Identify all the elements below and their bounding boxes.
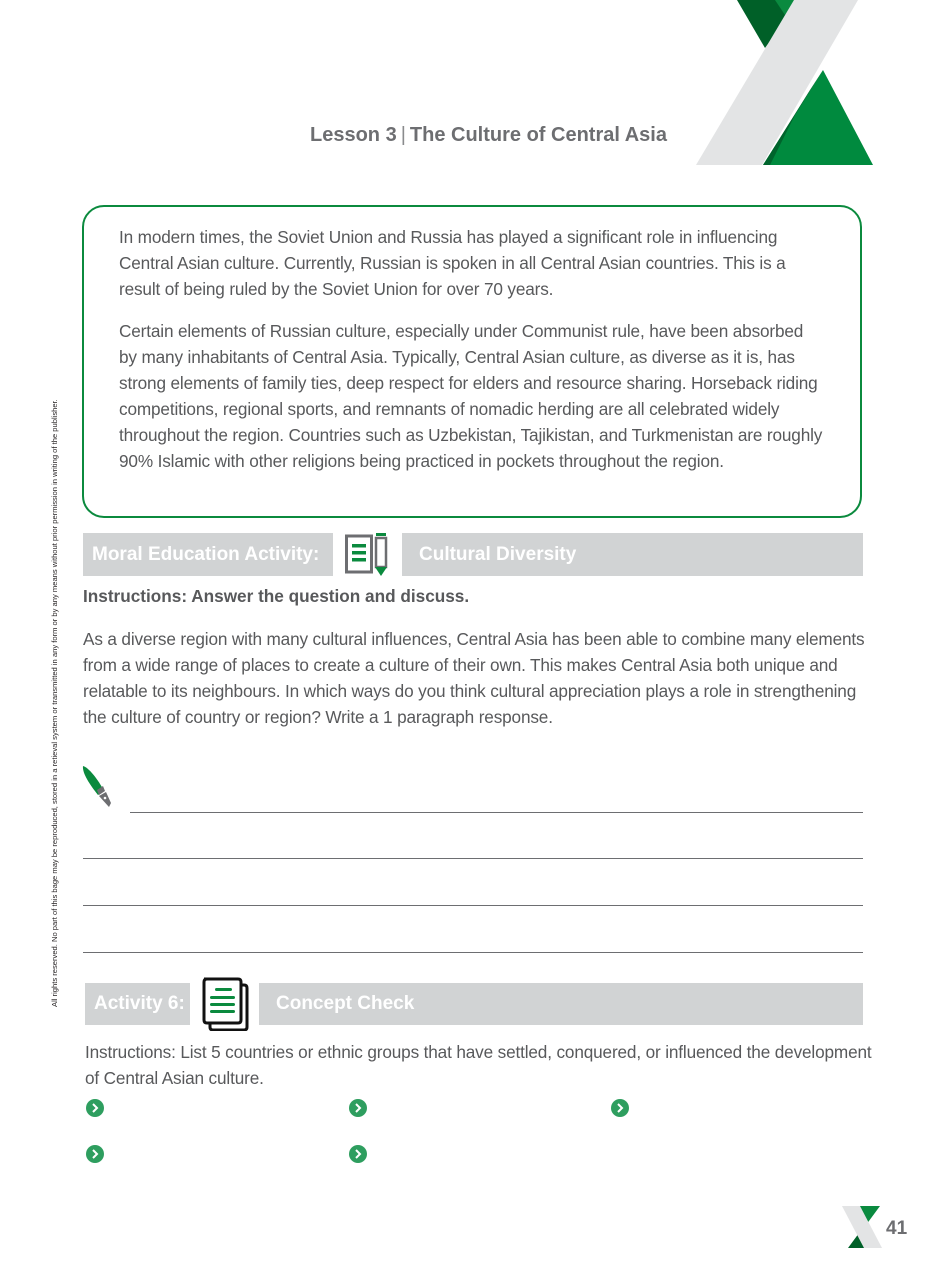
moral-activity-header: [83, 533, 863, 576]
moral-question: As a diverse region with many cultural influences, Central Asia has been able to combine many elements from a wide range of places to create a culture of their own. This makes Central Asia both unique and relatable to its neighbours. In which ways do you think cultural appreciation plays a role in strengthening the culture of country or region? Write a 1 paragraph response.: [83, 629, 865, 727]
chevron-bullet-icon: [611, 1099, 629, 1117]
answer-line-1[interactable]: [130, 812, 863, 813]
answer-line-2[interactable]: [83, 858, 863, 859]
footer-logo-icon: [840, 1203, 886, 1251]
chevron-bullet-icon: [86, 1099, 104, 1117]
moral-activity-label: Moral Education Activity:: [83, 533, 333, 576]
activity-6-title: Concept Check: [259, 983, 863, 1025]
lesson-title: [310, 124, 667, 147]
activity-6-header: [85, 983, 863, 1025]
page-number: 41: [886, 1218, 908, 1239]
brand-logo-icon: [690, 0, 890, 170]
answer-line-4[interactable]: [83, 952, 863, 953]
notebook-pencil-icon: [345, 533, 391, 577]
chevron-bullet-icon: [86, 1145, 104, 1163]
copyright-note: All rights reserved. No part of this bage may be reproduced, stored in a retieval system or transmitted in any form or by any means without prior permission in writing of the publisher.: [50, 399, 59, 1007]
lesson-name: The Culture of Central Asia: [409, 124, 667, 146]
reading-paragraph-1: In modern times, the Soviet Union and Russia has played a significant role in influencing Central Asian culture. Currently, Russian is spoken in all Central Asian countries. This is a result of being ruled by the Soviet Union for over 70 years.: [119, 227, 786, 299]
pen-icon: [80, 763, 132, 813]
activity-6-instructions: Instructions: List 5 countries or ethnic groups that have settled, conquered, or influenced the development of Central Asian culture.: [85, 1042, 872, 1088]
moral-instructions: Instructions: Answer the question and discuss.: [83, 586, 470, 606]
documents-icon: [200, 977, 250, 1031]
lesson-label: Lesson 3: [310, 124, 397, 146]
reading-paragraph-2: Certain elements of Russian culture, especially under Communist rule, have been absorbed by many inhabitants of Central Asia. Typically, Central Asian culture, as diverse as it is, has strong elements of family ties, deep respect for elders and resource sharing. Horseback riding competitions, regional sports, and remnants of nomadic herding are all celebrated widely throughout the region. Countries such as Uzbekistan, Tajikistan, and Turkmenistan are roughly 90% Islamic with other religions being practiced in pockets throughout the region.: [119, 321, 823, 471]
reading-box: [82, 205, 862, 518]
chevron-bullet-icon: [349, 1145, 367, 1163]
chevron-bullet-icon: [349, 1099, 367, 1117]
answer-line-3[interactable]: [83, 905, 863, 906]
moral-activity-title: Cultural Diversity: [402, 533, 863, 576]
activity-6-label: Activity 6:: [85, 983, 190, 1025]
title-separator: |: [400, 124, 406, 146]
